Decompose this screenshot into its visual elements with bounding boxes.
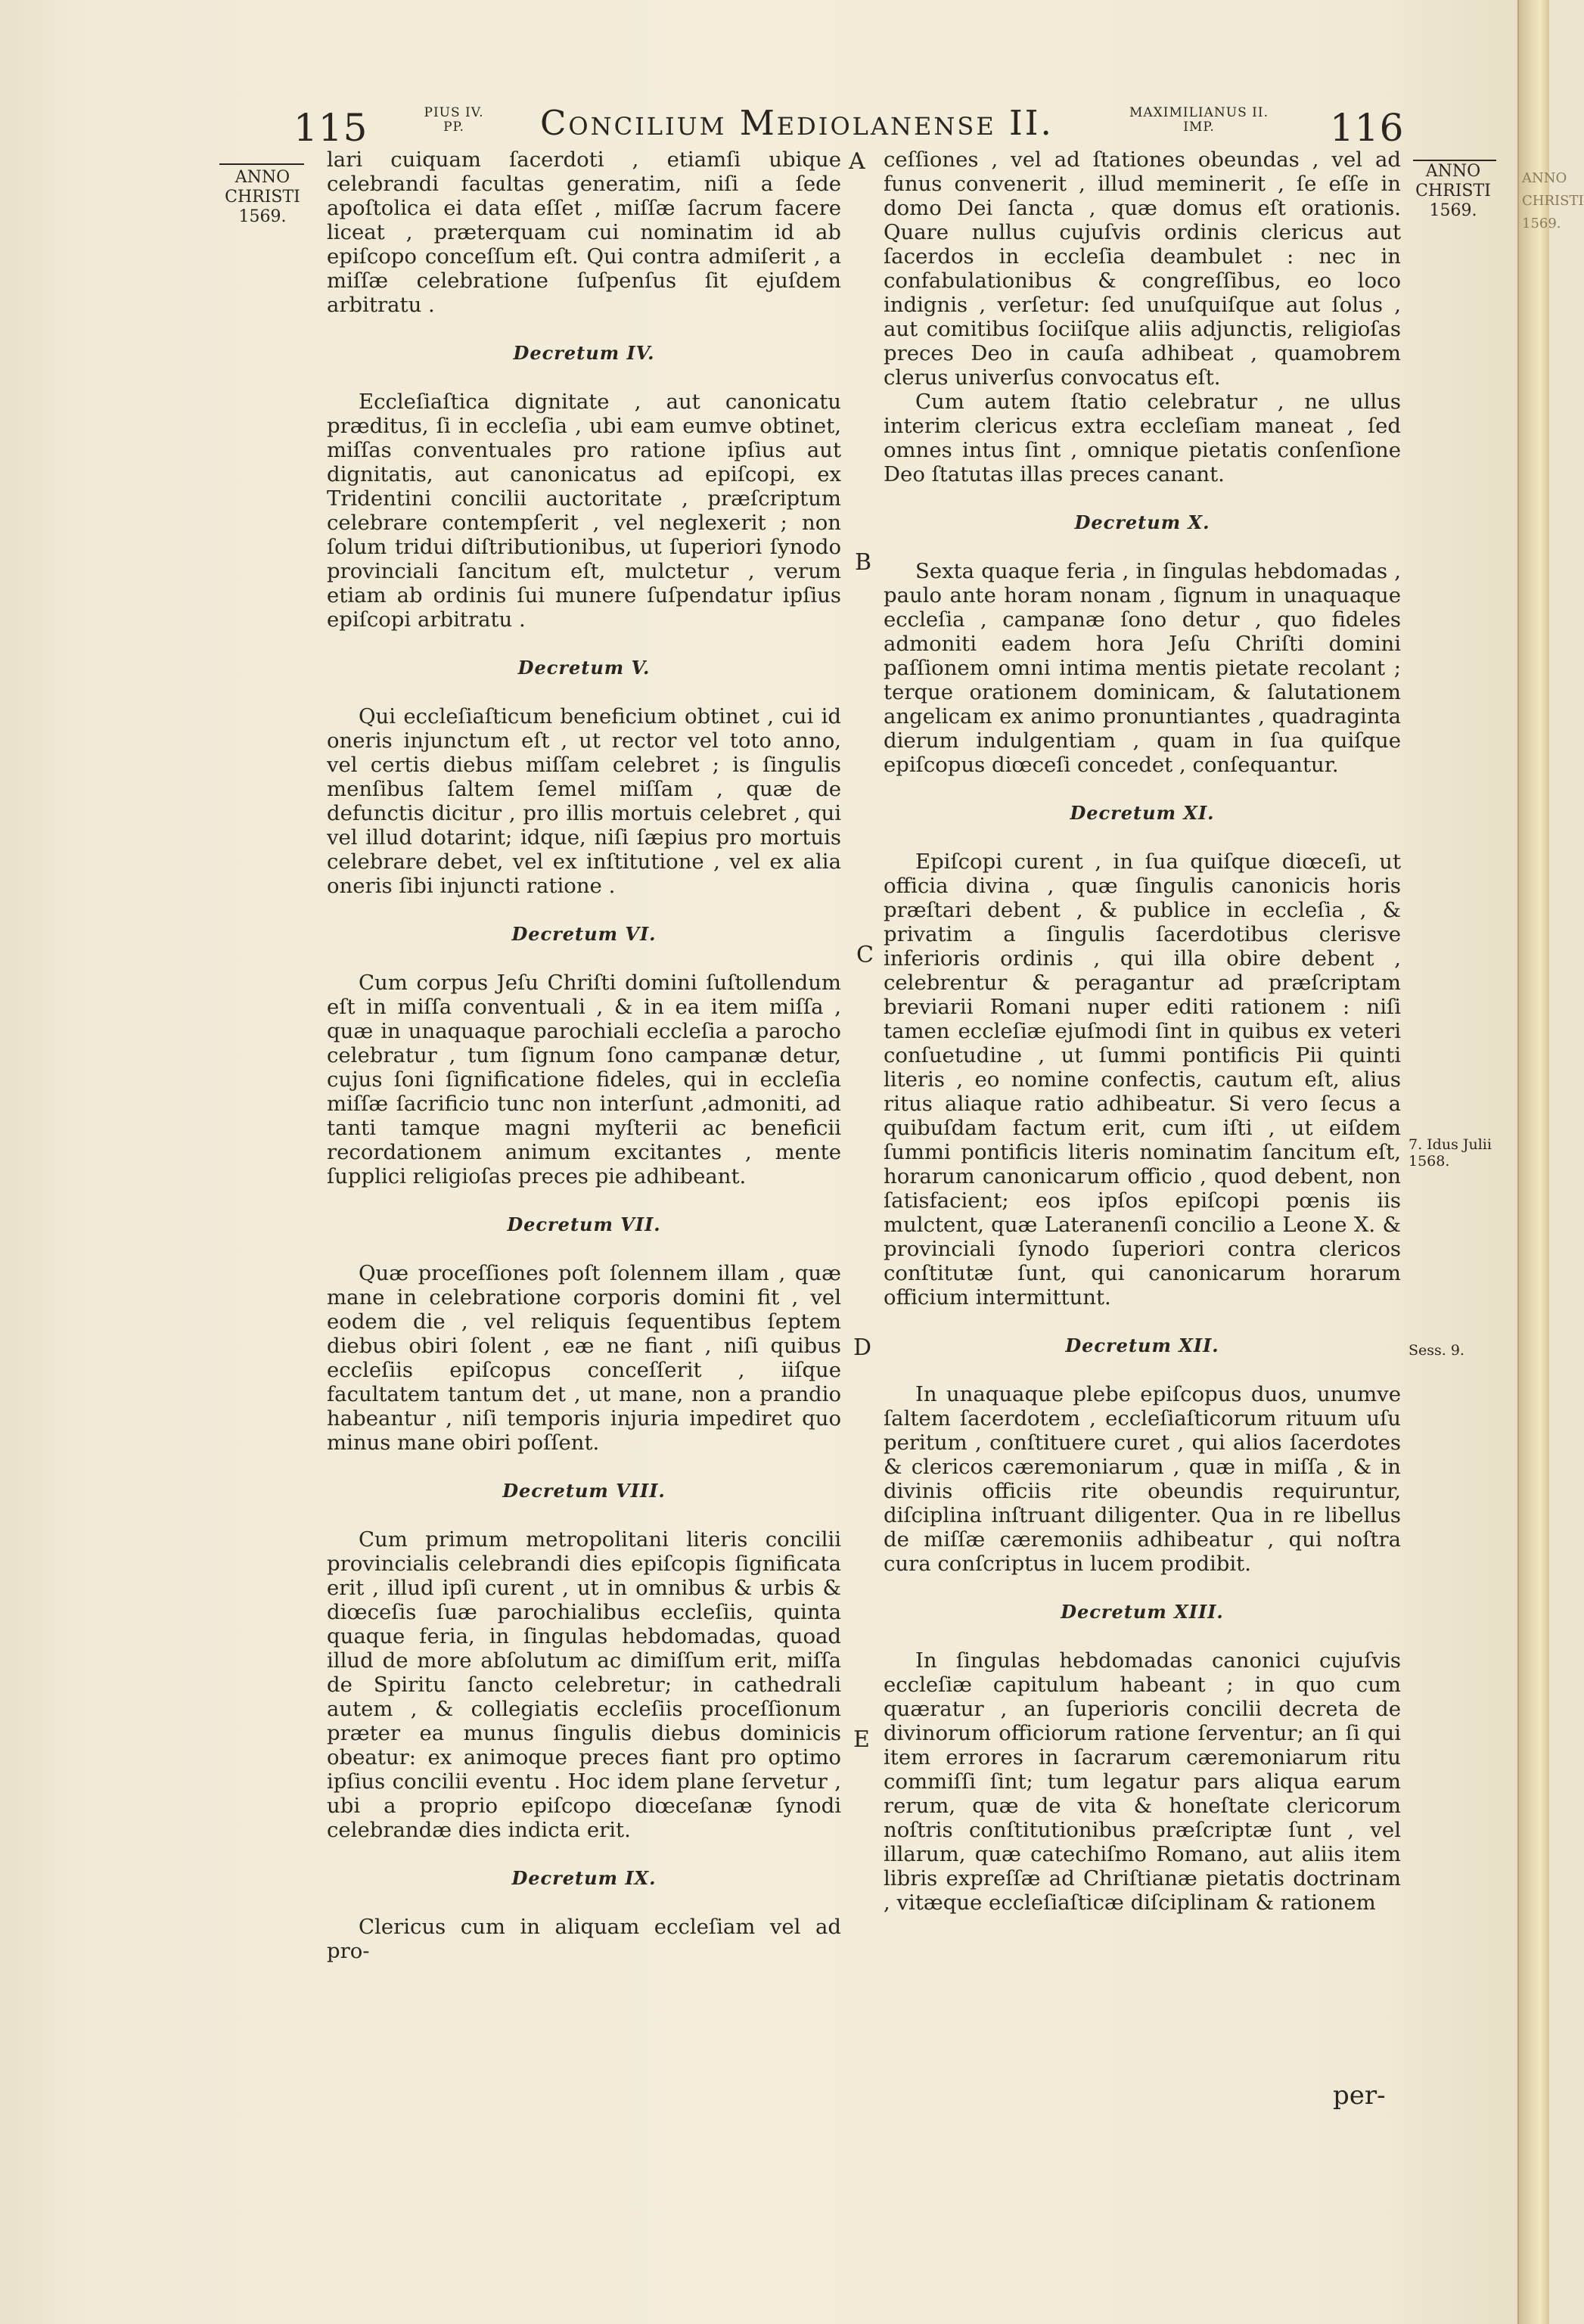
left-column	[327, 148, 841, 1963]
right-year: 1569.	[1429, 201, 1477, 220]
left-christi: CHRISTI	[225, 188, 300, 207]
left-page-number: 115	[294, 106, 368, 150]
decretum-4-text: Eccleſiaſtica dignitate , aut canonicatu præditus, ſi in eccleſia , ubi eam eumve obtinet, miſſas conventuales pro ratione ipſius aut dignitatis, aut canonicatus ad epiſcopi, ex Tridentini concilii auctoritate , præſcriptum celebrare contempſerit , vel neglexerit ; non ſolum tridui diſtributionibus, ut ſuperiori ſynodo provinciali ſancitum eſt, mulctetur , verum etiam ab ordinis ſui munere ſuſpendatur ipſius epiſcopi arbitratu .	[327, 390, 841, 632]
section-letter-b: B	[855, 549, 872, 576]
decretum-6-text: Cum corpus Jeſu Chriſti domini ſuſtollendum eſt in miſſa conventuali , & in ea item miſſa , quæ in unaquaque parochiali eccleſia a parocho celebratur , tum ſignum ſono campanæ detur, cujus ſoni ſignificatione fideles, qui in eccleſia miſſæ ſacrificio tunc non interſunt ,admoniti, ad tanti tamque magni myſterii ac beneficii recordationem animum excitantes , mente ſupplici religioſas preces pie adhibeant.	[327, 971, 841, 1188]
decretum-7-title: Decretum VII.	[507, 1213, 661, 1235]
right-column	[884, 148, 1401, 1915]
margin-note-date-1: 7. Idus Julii	[1409, 1136, 1492, 1153]
decretum-9-text: Clericus cum in aliquam eccleſiam vel ad pro-	[327, 1915, 841, 1963]
spacer	[884, 1576, 1401, 1600]
decretum-6-title: Decretum VI.	[511, 923, 657, 945]
left-intro: lari cuiquam ſacerdoti , etiamſi ubique celebrandi facultas generatim, niſi a ſede apoſtolica ei data eſſet , miſſæ ſacrum facere liceat , præterquam cui nominatim id ab epiſcopo conceſſum eſt. Qui contra admiſerit , a miſſæ celebratione ſuſpenſus ſit ejuſdem arbitratu .	[327, 148, 841, 317]
left-anno: ANNO	[234, 168, 290, 187]
right-christi: CHRISTI	[1415, 182, 1491, 200]
section-letter-c: C	[856, 942, 874, 968]
decretum-10-title: Decretum X.	[1074, 511, 1210, 533]
decretum-5-title: Decretum V.	[517, 657, 651, 679]
decretum-5-text: Qui eccleſiaſticum beneficium obtinet , cui id oneris injunctum eſt , ut rector vel toto anno, vel certis diebus miſſam celebret ; is ſingulis menſibus ſaltem ſemel miſſam , quæ de defunctis dicitur , pro illis mortuis celebret , qui vel illud dotarint; idque, niſi ſæpius pro mortuis celebrare debet, vel ex inſtitutione , vel ex alia oneris ſibi injuncti ratione .	[327, 704, 841, 898]
right-emperor: MAXIMILIANUS II.	[1129, 105, 1269, 120]
spacer	[327, 1455, 841, 1479]
page-title: Concilium Mediolanense II.	[540, 103, 1054, 143]
section-letter-d: D	[853, 1334, 872, 1361]
right-emperor-label	[1120, 106, 1278, 135]
running-head	[0, 97, 1519, 150]
decretum-9-title: Decretum IX.	[511, 1867, 657, 1889]
left-pope-label	[412, 106, 495, 135]
margin-note-session: Sess. 9.	[1409, 1342, 1464, 1359]
spacer	[884, 825, 1401, 850]
margin-note-date	[1409, 1136, 1492, 1170]
decretum-13-title: Decretum XIII.	[1061, 1601, 1224, 1623]
right-intro: ceſſiones , vel ad ſtationes obeundas , vel ad funus convenerit , illud meminerit , ſe eſſe in domo Dei ſancta , quæ domus eſt orationis. Quare nullus cujuſvis ordinis clericus aut ſacerdos in eccleſia deambulet : nec in confabulationibus & congreſſibus, eo loco indignis , verſetur: ſed unuſquiſque aut ſolus , aut comitibus ſociiſque aliis adjunctis, religioſas preces Deo in cauſa adhibeat , quamobrem clerus univerſus convocatus eſt.	[884, 148, 1401, 390]
left-pope-sub: PP.	[443, 120, 464, 135]
spacer	[327, 898, 841, 922]
left-margin-rule	[219, 163, 304, 165]
spacer	[327, 317, 841, 341]
spacer	[327, 680, 841, 704]
decretum-12-text: In unaquaque plebe epiſcopus duos, unumve ſaltem ſacerdotem , eccleſiaſticorum rituum uſu peritum , conſtituere curet , qui alios ſacerdotes & clericos cæremoniarum , quæ in miſſa , & in divinis officiis rite obeundis requiruntur, diſciplina inſtruant diligenter. Qua in re libellus de miſſæ cæremoniis adhibeatur , qui noſtra cura conſcriptus in lucem prodibit.	[884, 1382, 1401, 1576]
left-margin-year	[218, 168, 307, 227]
decretum-11-title: Decretum XI.	[1070, 802, 1215, 824]
spacer	[327, 632, 841, 656]
decretum-10-text: Sexta quaque feria , in ſingulas hebdomadas , paulo ante horam nonam , ſignum in unaquaque eccleſia , campanæ ſono detur , quo fideles admoniti eadem hora Jeſu Chriſti domini paſſionem omni intima mentis pietate recolant ; terque orationem dominicam, & ſalutationem angelicam ex animo pronuntiantes , quadraginta dierum indulgentiam , quam in ſua quiſque epiſcopus diœceſi concedet , conſequantur.	[884, 559, 1401, 777]
section-letter-e: E	[853, 1726, 870, 1753]
ghost-year: 1569.	[1522, 216, 1561, 231]
right-anno: ANNO	[1425, 162, 1481, 181]
right-margin-year	[1409, 162, 1498, 221]
spacer	[884, 1358, 1401, 1382]
right-emperor-sub: IMP.	[1183, 120, 1215, 135]
spacer	[327, 1842, 841, 1866]
spacer	[327, 1188, 841, 1213]
left-pope: PIUS IV.	[424, 105, 484, 120]
decretum-4-title: Decretum IV.	[513, 342, 655, 364]
spacer	[884, 535, 1401, 559]
decretum-7-text: Quæ proceſſiones poſt ſolennem illam , quæ mane in celebratione corporis domini fit , vel eodem die , vel reliquis ſequentibus ſeptem diebus obiri ſolent , eæ ne fiant , niſi quibus eccleſiis epiſcopus conceſſerit , iiſque facultatem tantum det , ut mane, non a prandio habeantur , niſi temporis injuria impediret quo minus mane obiri poſſent.	[327, 1261, 841, 1455]
spacer	[884, 1624, 1401, 1648]
right-page-number: 116	[1330, 106, 1405, 150]
right-margin-rule	[1413, 160, 1496, 161]
spacer	[327, 365, 841, 390]
ghost-anno: ANNO	[1522, 170, 1567, 186]
spacer	[884, 777, 1401, 801]
spacer	[884, 1310, 1401, 1334]
right-intro-2: Cum autem ſtatio celebratur , ne ullus interim clericus extra eccleſiam maneat , ſed omnes intus ſint , omnique pietatis conſenſione Deo ſtatutas illas preces canant.	[884, 390, 1401, 486]
decretum-8-title: Decretum VIII.	[502, 1480, 666, 1502]
margin-note-date-2: 1568.	[1409, 1153, 1450, 1170]
spacer	[327, 1237, 841, 1261]
spacer	[327, 1891, 841, 1915]
section-letter-a: A	[849, 148, 865, 175]
spacer	[884, 486, 1401, 511]
decretum-8-text: Cum primum metropolitani literis concilii provincialis celebrandi dies epiſcopis ſignificata erit , illud ipſi curent , ut in omnibus & urbis & diœceſis ſuæ parochialibus eccleſiis, quinta quaque feria, in ſingulas hebdomadas, quoad illud de more abſolutum ac dimiſſum erit, miſſa de Spiritu ſancto celebretur; in cathedrali autem , & collegiatis eccleſiis proceſſionum præter ea munus ſingulis diebus dominicis obeatur: ex animoque preces fiant pro optimo ipſius concilii eventu . Hoc idem plane ſervetur , ubi a proprio epiſcopo diœceſanæ ſynodi celebrandæ dies indicta erit.	[327, 1527, 841, 1842]
spacer	[327, 946, 841, 971]
next-page-edge	[1517, 0, 1584, 2324]
spacer	[327, 1503, 841, 1527]
ghost-christi: CHRISTI	[1522, 193, 1584, 209]
decretum-12-title: Decretum XII.	[1065, 1334, 1219, 1356]
left-year: 1569.	[238, 207, 287, 226]
catchword: per-	[1333, 2080, 1386, 2111]
decretum-11-text: Epiſcopi curent , in ſua quiſque diœceſi, ut officia divina , quæ ſingulis canonicis horis præſtari debent , & publice in eccleſia , & privatim a ſingulis ſacerdotibus clerisve inferioris ordinis , qui illa obire debent , celebrentur & peragantur ad præſcriptam breviarii Romani nuper editi rationem : niſi tamen eccleſiæ ejuſmodi ſint in quibus ex veteri conſuetudine , ut ſummi pontificis Pii quinti literis , eo nomine confectis, cautum eſt, alius ritus aliaque ratio adhibeatur. Si vero ſecus a quibuſdam factum erit, cum iſti , ut eiſdem ſummi pontificis literis nominatim ſancitum eſt, horarum canonicarum officio , quod debent, non ſatisfacient; eos ipſos epiſcopi pœnis iis mulctent, quæ Lateranenſi concilio a Leone X. & provinciali ſynodo ſuperiori contra clericos conſtitutæ ſunt, qui canonicarum horarum officium intermittunt.	[884, 850, 1401, 1310]
decretum-13-text: In ſingulas hebdomadas canonici cujuſvis eccleſiæ capitulum habeant ; in quo cum quæratur , an ſuperioris concilii decreta de divinorum officiorum ratione ſerventur; an ſi qui item errores in ſacrarum cæremoniarum ritu commiſſi ſint; tum legatur pars aliqua earum rerum, quæ de vita & honeſtate clericorum noſtris conſtitutionibus præſcriptæ ſunt , vel illarum, quæ catechiſmo Romano, aut aliis item libris expreſſæ ad Chriſtianæ pietatis doctrinam , vitæque eccleſiaſticæ diſciplinam & rationem	[884, 1648, 1401, 1915]
